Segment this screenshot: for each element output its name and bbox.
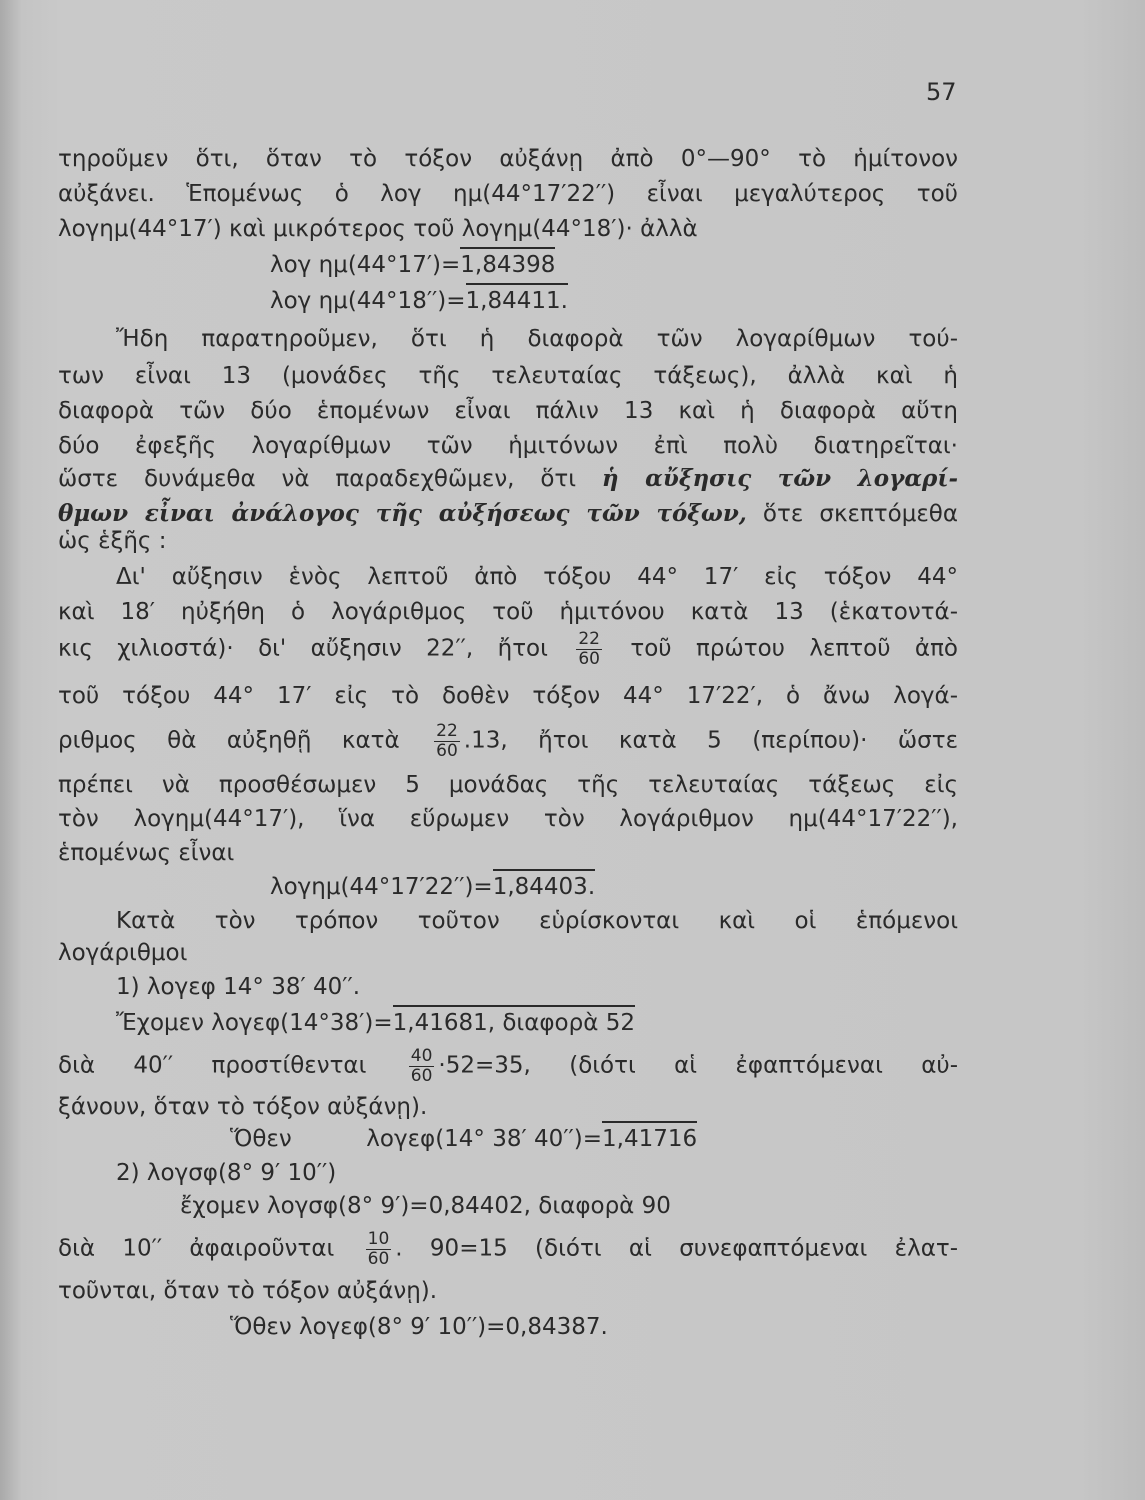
- text-line: διαφορὰ τῶν δύο ἑπομένων εἶναι πάλιν 13 καὶ ἡ διαφορὰ αὕτη: [58, 398, 958, 424]
- text-line: των εἶναι 13 (μονάδες τῆς τελευταίας τάξεως), ἀλλὰ καὶ ἡ: [58, 363, 958, 389]
- equation-lhs: λογημ(44°17′22′′)=: [270, 874, 493, 900]
- fraction: [366, 1230, 392, 1268]
- text-line: [116, 1012, 635, 1035]
- text-line: [58, 467, 958, 491]
- text-line: Ἤδη παρατηροῦμεν, ὅτι ἡ διαφορὰ τῶν λογαρίθμων τού-: [116, 326, 958, 352]
- text-line: ἔχομεν λογσφ(8° 9′)=0,84402, διαφορὰ 90: [180, 1193, 671, 1219]
- text-line: Κατὰ τὸν τρόπον τοῦτον εὑρίσκονται καὶ οἱ ἑπόμενοι: [116, 908, 958, 934]
- equation-lhs: λογ ημ(44°18′′)=: [270, 288, 466, 314]
- text-span: τοῦ πρώτου λεπτοῦ ἀπὸ: [630, 635, 959, 662]
- text-line: ξάνουν, ὅταν τὸ τόξον αὐξάνῃ).: [58, 1094, 428, 1120]
- text-span: διὰ 10′′ ἀφαιροῦνται: [58, 1235, 335, 1262]
- text-line: ἑπομένως εἶναι: [58, 840, 235, 866]
- fraction-numerator: 22: [578, 629, 600, 649]
- text-span: ὅτε σκεπτόμεθα: [762, 501, 958, 527]
- fraction-numerator: 40: [410, 1046, 433, 1066]
- text-line: λογημ(44°17′) καὶ μικρότερος τοῦ λογημ(44°18′)· ἀλλὰ: [58, 216, 698, 242]
- equation-value: 1,41681, διαφορὰ 52: [392, 1010, 635, 1036]
- text-line: 1) λογεφ 14° 38′ 40′′.: [116, 974, 361, 1000]
- text-line: τοῦνται, ὅταν τὸ τόξον αὐξάνῃ).: [58, 1278, 438, 1304]
- fraction: [576, 630, 602, 668]
- text-line: τὸν λογημ(44°17′), ἵνα εὕρωμεν τὸν λογάριθμον ημ(44°17′22′′),: [58, 806, 958, 832]
- fraction-denominator: 60: [367, 1248, 390, 1269]
- text-span: διὰ 40′′ προστίθενται: [58, 1052, 367, 1079]
- emphasis-text: ἡ αὔξησις τῶν λογαρί-: [601, 465, 959, 492]
- equation-value: 1,84403.: [492, 874, 596, 900]
- text-span: ·52=35, (διότι αἱ ἐφαπτόμεναι αὐ-: [438, 1052, 959, 1079]
- text-span: ὥστε δυνάμεθα νὰ παραδεχθῶμεν, ὅτι: [58, 466, 577, 492]
- text-line: τηροῦμεν ὅτι, ὅταν τὸ τόξον αὐξάνῃ ἀπὸ 0°—90° τὸ ἡμίτονον: [58, 146, 958, 172]
- text-line: πρέπει νὰ προσθέσωμεν 5 μονάδας τῆς τελευταίας τάξεως εἰς: [58, 772, 958, 798]
- text-line: [58, 502, 958, 526]
- text-span: . 90=15 (διότι αἱ συνεφαπτόμεναι ἐλατ-: [395, 1235, 959, 1262]
- text-line: Ὅθεν λογεφ(8° 9′ 10′′)=0,84387.: [230, 1314, 608, 1340]
- equation-line: [270, 876, 595, 899]
- fraction: [409, 1047, 435, 1085]
- text-span: κις χιλιοστά)· δι' αὔξησιν 22′′, ἤτοι: [58, 635, 548, 662]
- text-line: [58, 1047, 958, 1085]
- text-line: αὐξάνει. Ἑπομένως ὁ λογ ημ(44°17′22′′) εἶναι μεγαλύτερος τοῦ: [58, 181, 958, 207]
- fraction-denominator: 60: [436, 740, 458, 761]
- text-line: [58, 722, 958, 760]
- equation-lhs: λογεφ(14° 38′ 40′′)=: [366, 1126, 603, 1152]
- text-line: ὡς ἑξῆς :: [58, 528, 167, 554]
- equation-value: 1,84411.: [465, 288, 568, 314]
- text-line: λογάριθμοι: [58, 940, 188, 966]
- text-line: [58, 1230, 958, 1268]
- text-span: Ἔχομεν λογεφ(14°38′)=: [116, 1010, 393, 1036]
- text-line: τοῦ τόξου 44° 17′ εἰς τὸ δοθὲν τόξον 44° 17′22′, ὁ ἄνω λογά-: [58, 683, 958, 709]
- text-span: .13, ἤτοι κατὰ 5 (περίπου)· ὥστε: [463, 727, 959, 754]
- equation-line: [230, 1128, 697, 1151]
- page-number: 57: [926, 78, 957, 106]
- text-line: καὶ 18′ ηὐξήθη ὁ λογάριθμος τοῦ ἡμιτόνου κατὰ 13 (ἑκατοντά-: [58, 599, 958, 625]
- text-line: 2) λογσφ(8° 9′ 10′′): [116, 1160, 337, 1186]
- equation-value: 1,41716: [602, 1126, 698, 1152]
- equation-lhs: λογ ημ(44°17′)=: [270, 252, 461, 278]
- equation-line: [270, 254, 555, 277]
- fraction-numerator: 10: [367, 1229, 390, 1249]
- text-line: δύο ἐφεξῆς λογαρίθμων τῶν ἡμιτόνων ἐπὶ πολὺ διατηρεῖται·: [58, 433, 958, 459]
- equation-value: 1,84398: [460, 252, 556, 278]
- text-line: [58, 630, 958, 668]
- fraction-denominator: 60: [410, 1065, 433, 1086]
- equation-line: [270, 290, 568, 313]
- text-span: ριθμος θὰ αὐξηθῇ κατὰ: [58, 727, 400, 754]
- text-line: Δι' αὔξησιν ἑνὸς λεπτοῦ ἀπὸ τόξου 44° 17′ εἰς τόξον 44°: [116, 564, 958, 590]
- fraction-denominator: 60: [578, 648, 600, 669]
- emphasis-text: θμων εἶναι ἀνάλογος τῆς αὐξήσεως τῶν τόξων,: [58, 500, 747, 527]
- fraction: [434, 722, 460, 760]
- text-span: Ὅθεν: [230, 1126, 292, 1152]
- fraction-numerator: 22: [436, 721, 458, 741]
